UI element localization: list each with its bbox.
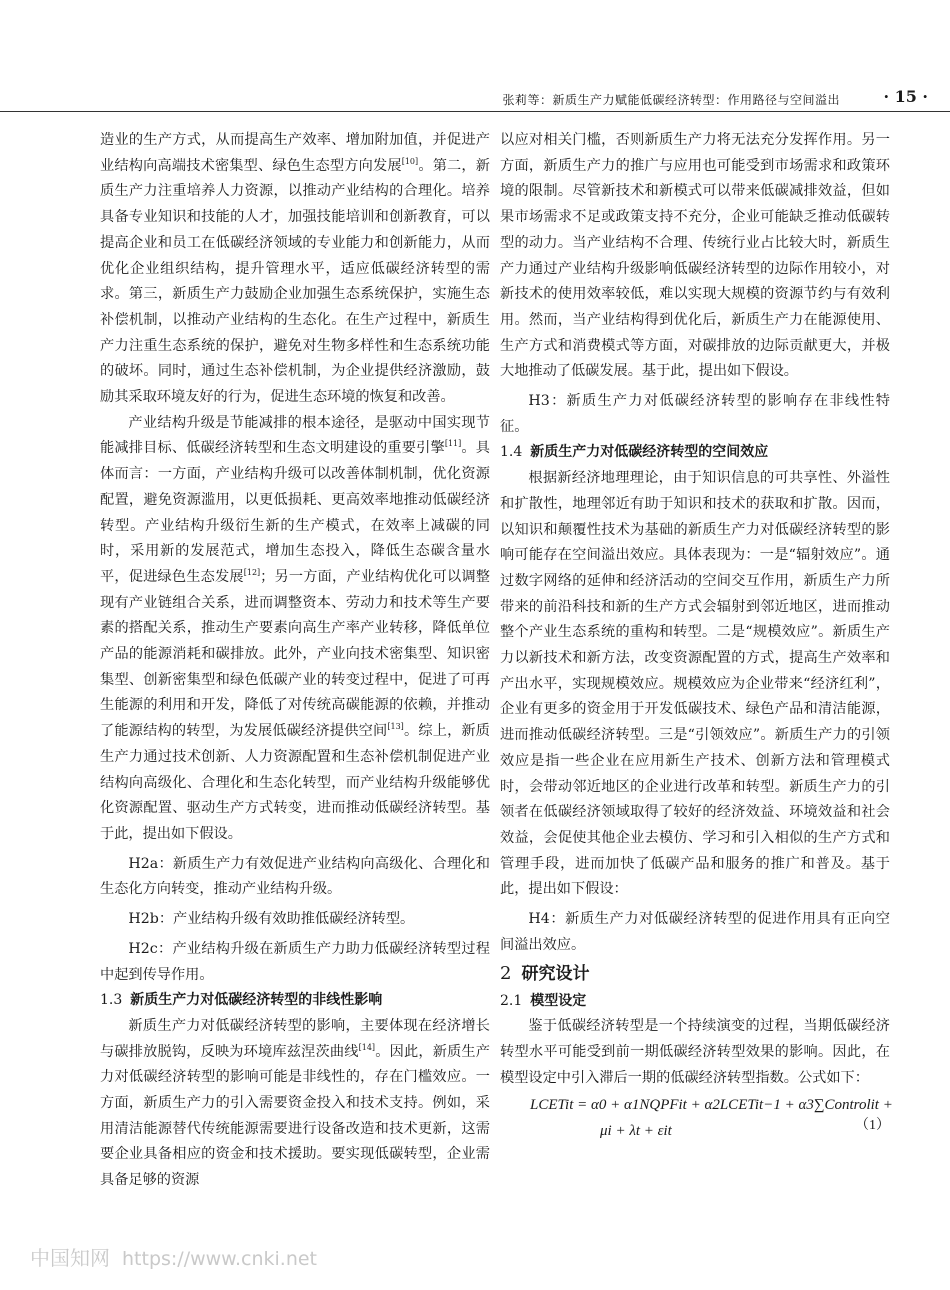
watermark-brand: 中国知网 [30, 1246, 110, 1270]
cnki-watermark [30, 1242, 317, 1271]
hypothesis-h3: H3：新质生产力对低碳经济转型的影响存在非线性特征。 [500, 393, 890, 435]
equation-1 [500, 1093, 893, 1147]
hypothesis-h4: H4：新质生产力对低碳经济转型的促进作用具有正向空间溢出效应。 [500, 911, 890, 953]
paragraph: 造业的生产方式，从而提高生产效率、增加附加值，并促进产业结构向高端技术密集型、绿色生态型方向发展[10]。第二，新质生产力注重培养人力资源，以推动产业结构的合理化。培养具备专业知识和技能的人才，加强技能培训和创新教育，可以提高企业和员工在低碳经济领域的专业能力和创新能力，从而优化企业组织结构，提升管理水平，适应低碳经济转型的需求。第三，新质生产力鼓励企业加强生态系统保护，实施生态补偿机制，以推动产业结构的生态化。在生产过程中，新质生产力注重生态系统的保护，避免对生物多样性和生态系统功能的破坏。同时，通过生态补偿机制，为企业提供经济激励，鼓励其采取环境友好的行为，促进生态环境的恢复和改善。 [100, 132, 490, 406]
citation[interactable]: [12] [243, 567, 261, 577]
citation[interactable]: [13] [387, 722, 404, 732]
section-heading-1-4: 1.4 新质生产力对低碳经济转型的空间效应 [500, 444, 769, 461]
paragraph: 鉴于低碳经济转型是一个持续演变的过程，当期低碳经济转型水平可能受到前一期低碳经济转型效果的影响。因此，在模型设定中引入滞后一期的低碳经济转型指数。公式如下： [500, 1018, 890, 1086]
paragraph: 以应对相关门槛，否则新质生产力将无法充分发挥作用。另一方面，新质生产力的推广与应用也可能受到市场需求和政策环境的限制。尽管新技术和新模式可以带来低碳减排效益，但如果市场需求不足或政策支持不充分，企业可能缺乏推动低碳转型的动力。当产业结构不合理、传统行业占比较大时，新质生产力通过产业结构升级影响低碳经济转型的边际作用较小，对新技术的使用效率较低，难以实现大规模的资源节约与有效利用。然而，当产业结构得到优化后，新质生产力在能源使用、生产方式和消费模式等方面，对碳排放的边际贡献更大，并极大地推动了低碳发展。基于此，提出如下假设。 [500, 132, 890, 380]
citation[interactable]: [10] [401, 156, 419, 166]
section-heading-1-3: 1.3 新质生产力对低碳经济转型的非线性影响 [100, 992, 383, 1009]
header-rule [0, 111, 950, 112]
section-heading-2: 2 研究设计 [500, 962, 590, 984]
hypothesis-h2c: H2c：产业结构升级在新质生产力助力低碳经济转型过程中起到传导作用。 [100, 940, 490, 983]
watermark-url[interactable]: https://www.cnki.net [122, 1248, 318, 1270]
hypothesis-h2a: H2a：新质生产力有效促进产业结构向高级化、合理化和生态化方向转变，推动产业结构升级。 [100, 855, 490, 898]
equation-number: （1） [855, 1118, 890, 1134]
citation[interactable]: [14] [358, 1042, 376, 1052]
equation-line-1: LCETit = α0 + α1NQPFit + α2LCETit−1 + α3∑Controlit + [530, 1097, 893, 1114]
hypothesis-h2b: H2b：产业结构升级有效助推低碳经济转型。 [128, 911, 415, 928]
paragraph: 新质生产力对低碳经济转型的影响，主要体现在经济增长与碳排放脱钩，反映为环境库兹涅茨曲线[14]。因此，新质生产力对低碳经济转型的影响可能是非线性的，存在门槛效应。一方面，新质生产力的引入需要资金投入和技术支持。例如，采用清洁能源替代传统能源需要进行设备改造和技术更新，这需要企业具备相应的资金和技术援助。要实现低碳转型，企业需具备足够的资源 [100, 1017, 490, 1189]
equation-line-2: μi + λt + εit [600, 1123, 672, 1140]
page-number: · 15 · [883, 87, 928, 106]
paragraph: 产业结构升级是节能减排的根本途径，是驱动中国实现节能减排目标、低碳经济转型和生态文明建设的重要引擎[11]。具体而言：一方面，产业结构升级可以改善体制机制，优化资源配置，避免资源滥用，以更低损耗、更高效率地推动低碳经济转型。产业结构升级衍生新的生产模式，在效率上减碳的同时，采用新的发展范式，增加生态投入，降低生态碳含量水平，促进绿色生态发展[12]；另一方面，产业结构优化可以调整现有产业链组合关系，进而调整资本、劳动力和技术等生产要素的搭配关系，推动生产要素向高生产率产业转移，降低单位产品的能源消耗和碳排放。此外，产业向技术密集型、知识密集型、创新密集型和绿色低碳产业的转变过程中，促进了可再生能源的利用和开发，降低了对传统高碳能源的依赖，并推动了能源结构的转型，为发展低碳经济提供空间[13]。综上，新质生产力通过技术创新、人力资源配置和生态补偿机制促进产业结构向高级化、合理化和生态化转型，而产业结构升级能够优化资源配置、驱动生产方式转变，进而推动低碳经济转型。基于此，提出如下假设。 [100, 414, 490, 842]
section-heading-2-1: 2.1 模型设定 [500, 992, 587, 1009]
right-column [500, 128, 893, 1147]
paragraph: 根据新经济地理理论，由于知识信息的可共享性、外溢性和扩散性，地理邻近有助于知识和技术的获取和扩散。因而，以知识和颠覆性技术为基础的新质生产力对低碳经济转型的影响可能存在空间溢出效应。具体表现为：一是“辐射效应”。通过数字网络的延伸和经济活动的空间交互作用，新质生产力所带来的前沿科技和新的生产方式会辐射到邻近地区，进而推动整个产业生态系统的重构和转型。二是“规模效应”。新质生产力以新技术和新方法，改变资源配置的方式，提高生产效率和产出水平，实现规模效应。规模效应为企业带来“经济红利”，企业有更多的资金用于开发低碳技术、绿色产品和清洁能源，进而推动低碳经济转型。三是“引领效应”。新质生产力的引领效应是指一些企业在应用新生产技术、创新方法和管理模式时，会带动邻近地区的企业进行改革和转型。新质生产力的引领者在低碳经济领域取得了较好的经济效益、环境效益和社会效益，会促使其他企业去模仿、学习和引入相似的生产方式和管理手段，进而加快了低碳产品和服务的推广和普及。基于此，提出如下假设： [500, 470, 890, 898]
citation[interactable]: [11] [444, 439, 462, 449]
left-column [100, 128, 490, 1194]
running-header [0, 72, 950, 112]
running-title: 张莉等：新质生产力赋能低碳经济转型：作用路径与空间溢出 [502, 93, 840, 107]
